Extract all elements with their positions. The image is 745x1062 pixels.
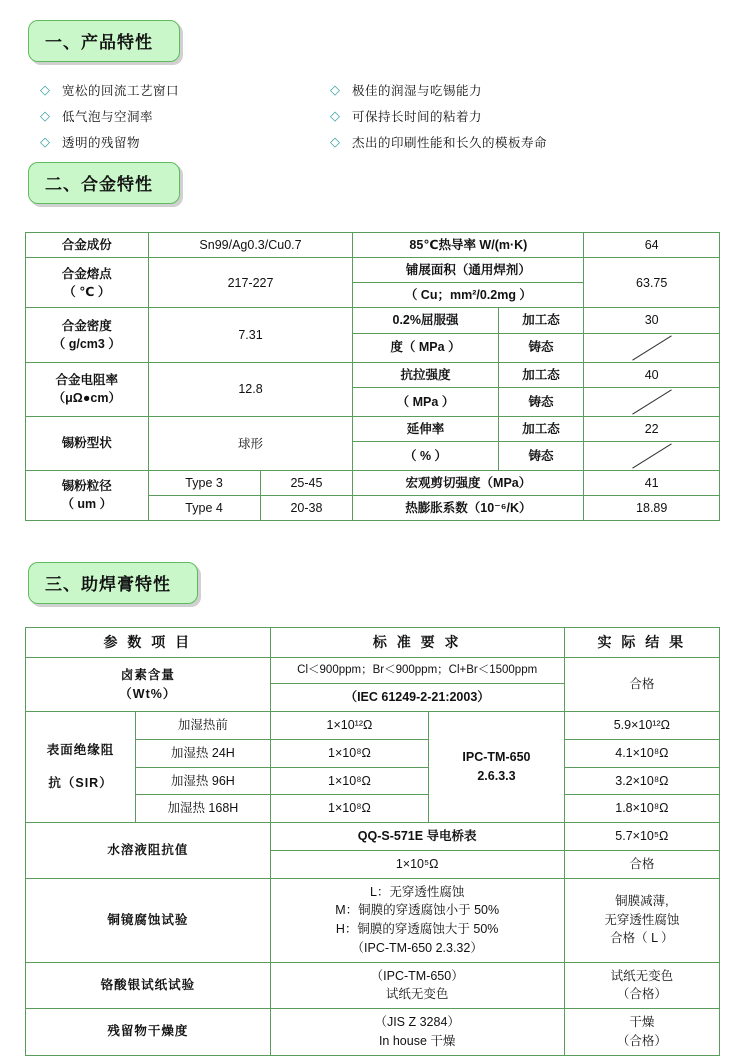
diamond-bullet-icon: ◇ <box>330 82 340 97</box>
cell-shear-strength-label: 宏观剪切强度（MPa） <box>353 470 584 495</box>
cell-sir-standard: 1×10¹²Ω <box>270 712 429 740</box>
cell-tensile-state-worked: 加工态 <box>498 362 584 387</box>
cell-copper-mirror-standard: L：无穿透性腐蚀 M：铜膜的穿透腐蚀小于 50% H：铜膜的穿透腐蚀大于 50% （IPC-TM-650 2.3.32） <box>270 878 564 962</box>
cell-cte-value: 18.89 <box>584 495 720 520</box>
table-row <box>26 823 720 851</box>
list-item-label: 透明的残留物 <box>62 135 141 150</box>
table-row <box>26 962 720 1009</box>
cell-yield-strength-cast-value <box>584 333 720 362</box>
cell-elongation-cast-value <box>584 441 720 470</box>
column-header-parameter: 参 数 项 目 <box>26 628 271 658</box>
list-item <box>40 78 330 101</box>
cell-powder-type3: Type 3 <box>148 470 260 495</box>
cell-tensile-strength-label: 抗拉强度 <box>353 362 498 387</box>
list-item-label: 可保持长时间的粘着力 <box>352 109 483 124</box>
list-item <box>330 78 700 101</box>
cell-thermal-conductivity-label: 85℃热导率 W/(m·K) <box>353 233 584 258</box>
table-row <box>26 362 720 387</box>
alloy-properties-table <box>25 232 720 521</box>
cell-sir-standard: 1×10⁸Ω <box>270 739 429 767</box>
table-row <box>26 416 720 441</box>
diamond-bullet-icon: ◇ <box>40 108 50 123</box>
cell-elongation-worked-value: 22 <box>584 416 720 441</box>
cell-residue-dryness-label: 残留物干燥度 <box>26 1009 271 1056</box>
cell-powder-type4: Type 4 <box>148 495 260 520</box>
cell-aqueous-standard-1: QQ-S-571E 导电桥表 <box>270 823 564 851</box>
cell-elongation-state-cast: 铸态 <box>498 441 584 470</box>
cell-tensile-cast-value <box>584 387 720 416</box>
cell-yield-strength-unit: 度（ MPa ） <box>353 333 498 362</box>
table-row <box>26 258 720 283</box>
table-row <box>26 712 720 740</box>
features-column-right <box>330 78 700 156</box>
diamond-bullet-icon: ◇ <box>330 108 340 123</box>
cell-sir-result: 4.1×10⁸Ω <box>564 739 719 767</box>
table-row <box>26 233 720 258</box>
cell-sir-standard: 1×10⁸Ω <box>270 767 429 795</box>
cell-powder-shape-label: 锡粉型状 <box>26 416 149 470</box>
cell-powder-shape-value: 球形 <box>148 416 353 470</box>
flux-properties-table <box>25 627 720 1056</box>
cell-sir-result: 5.9×10¹²Ω <box>564 712 719 740</box>
cell-residue-dryness-standard: （JIS Z 3284） In house 干燥 <box>270 1009 564 1056</box>
cell-aqueous-resistance-label: 水溶液阻抗值 <box>26 823 271 879</box>
cell-sir-condition: 加湿热前 <box>136 712 271 740</box>
cell-resistivity-value: 12.8 <box>148 362 353 416</box>
list-item-label: 低气泡与空洞率 <box>62 109 154 124</box>
cell-yield-strength-state-worked: 加工态 <box>498 308 584 333</box>
cell-copper-mirror-result: 铜膜减薄, 无穿透性腐蚀 合格（ L ） <box>564 878 719 962</box>
section-heading-text: 二、合金特性 <box>45 175 153 194</box>
section-heading-alloy-properties <box>28 162 180 204</box>
cell-melting-point-label: 合金熔点 （ ℃ ） <box>26 258 149 308</box>
table-row <box>26 1009 720 1056</box>
cell-halide-standard-1: Cl＜900ppm；Br＜900ppm；Cl+Br＜1500ppm <box>270 658 564 684</box>
cell-spread-area-unit: （ Cu；mm²/0.2mg ） <box>353 283 584 308</box>
section-heading-flux-properties <box>28 562 198 604</box>
list-item-label: 杰出的印刷性能和长久的模板寿命 <box>352 135 548 150</box>
cell-sir-result: 3.2×10⁸Ω <box>564 767 719 795</box>
cell-density-label: 合金密度 （ g/cm3 ） <box>26 308 149 362</box>
list-item-label: 极佳的润湿与吃锡能力 <box>352 83 483 98</box>
cell-shear-strength-value: 41 <box>584 470 720 495</box>
cell-elongation-state-worked: 加工态 <box>498 416 584 441</box>
cell-alloy-composition-label: 合金成份 <box>26 233 149 258</box>
cell-sir-condition: 加湿热 96H <box>136 767 271 795</box>
table-row <box>26 470 720 495</box>
section-heading-product-features <box>28 20 180 62</box>
cell-aqueous-result-2: 合格 <box>564 850 719 878</box>
cell-powder-type4-value: 20-38 <box>260 495 353 520</box>
cell-powder-size-label: 锡粉粒径 （ um ） <box>26 470 149 520</box>
column-header-result: 实 际 结 果 <box>564 628 719 658</box>
cell-tensile-strength-unit: （ MPa ） <box>353 387 498 416</box>
cell-aqueous-result-1: 5.7×10⁵Ω <box>564 823 719 851</box>
list-item <box>40 104 330 127</box>
cell-residue-dryness-result: 干燥 （合格） <box>564 1009 719 1056</box>
cell-halide-standard-2: （IEC 61249-2-21:2003） <box>270 684 564 712</box>
cell-tensile-state-cast: 铸态 <box>498 387 584 416</box>
cell-aqueous-standard-2: 1×10⁵Ω <box>270 850 564 878</box>
cell-sir-method: IPC-TM-650 2.6.3.3 <box>429 712 564 823</box>
list-item-label: 宽松的回流工艺窗口 <box>62 83 180 98</box>
cell-elongation-unit: （ % ） <box>353 441 498 470</box>
features-column-left <box>40 78 330 156</box>
cell-spread-area-label: 铺展面积（通用焊剂） <box>353 258 584 283</box>
column-header-standard: 标 准 要 求 <box>270 628 564 658</box>
cell-sir-condition: 加湿热 24H <box>136 739 271 767</box>
list-item <box>330 104 700 127</box>
cell-silver-chromate-label: 铬酸银试纸试验 <box>26 962 271 1009</box>
cell-density-value: 7.31 <box>148 308 353 362</box>
list-item <box>40 130 330 153</box>
cell-sir-condition: 加湿热 168H <box>136 795 271 823</box>
cell-yield-strength-state-cast: 铸态 <box>498 333 584 362</box>
cell-sir-label: 表面绝缘阻 抗（SIR） <box>26 712 136 823</box>
section-heading-text: 三、助焊膏特性 <box>45 575 171 594</box>
cell-copper-mirror-label: 铜镜腐蚀试验 <box>26 878 271 962</box>
table-row <box>26 308 720 333</box>
diamond-bullet-icon: ◇ <box>330 134 340 149</box>
table-row <box>26 658 720 684</box>
cell-halide-content-label: 卤素含量 （Wt%） <box>26 658 271 712</box>
cell-spread-area-value: 63.75 <box>584 258 720 308</box>
cell-resistivity-label: 合金电阻率 （μΩ●cm） <box>26 362 149 416</box>
cell-silver-chromate-result: 试纸无变色 （合格） <box>564 962 719 1009</box>
cell-yield-strength-label: 0.2%屈服强 <box>353 308 498 333</box>
cell-sir-result: 1.8×10⁸Ω <box>564 795 719 823</box>
cell-melting-point-value: 217-227 <box>148 258 353 308</box>
cell-powder-type3-value: 25-45 <box>260 470 353 495</box>
list-item <box>330 130 700 153</box>
cell-thermal-conductivity-value: 64 <box>584 233 720 258</box>
cell-cte-label: 热膨胀系数（10⁻⁶/K） <box>353 495 584 520</box>
diamond-bullet-icon: ◇ <box>40 82 50 97</box>
cell-silver-chromate-standard: （IPC-TM-650） 试纸无变色 <box>270 962 564 1009</box>
cell-tensile-worked-value: 40 <box>584 362 720 387</box>
table-row <box>26 878 720 962</box>
cell-halide-result: 合格 <box>564 658 719 712</box>
cell-yield-strength-worked-value: 30 <box>584 308 720 333</box>
product-features-list <box>40 78 700 156</box>
cell-elongation-label: 延伸率 <box>353 416 498 441</box>
diamond-bullet-icon: ◇ <box>40 134 50 149</box>
table-header-row <box>26 628 720 658</box>
cell-alloy-composition-value: Sn99/Ag0.3/Cu0.7 <box>148 233 353 258</box>
cell-sir-standard: 1×10⁸Ω <box>270 795 429 823</box>
section-heading-text: 一、产品特性 <box>45 33 153 52</box>
